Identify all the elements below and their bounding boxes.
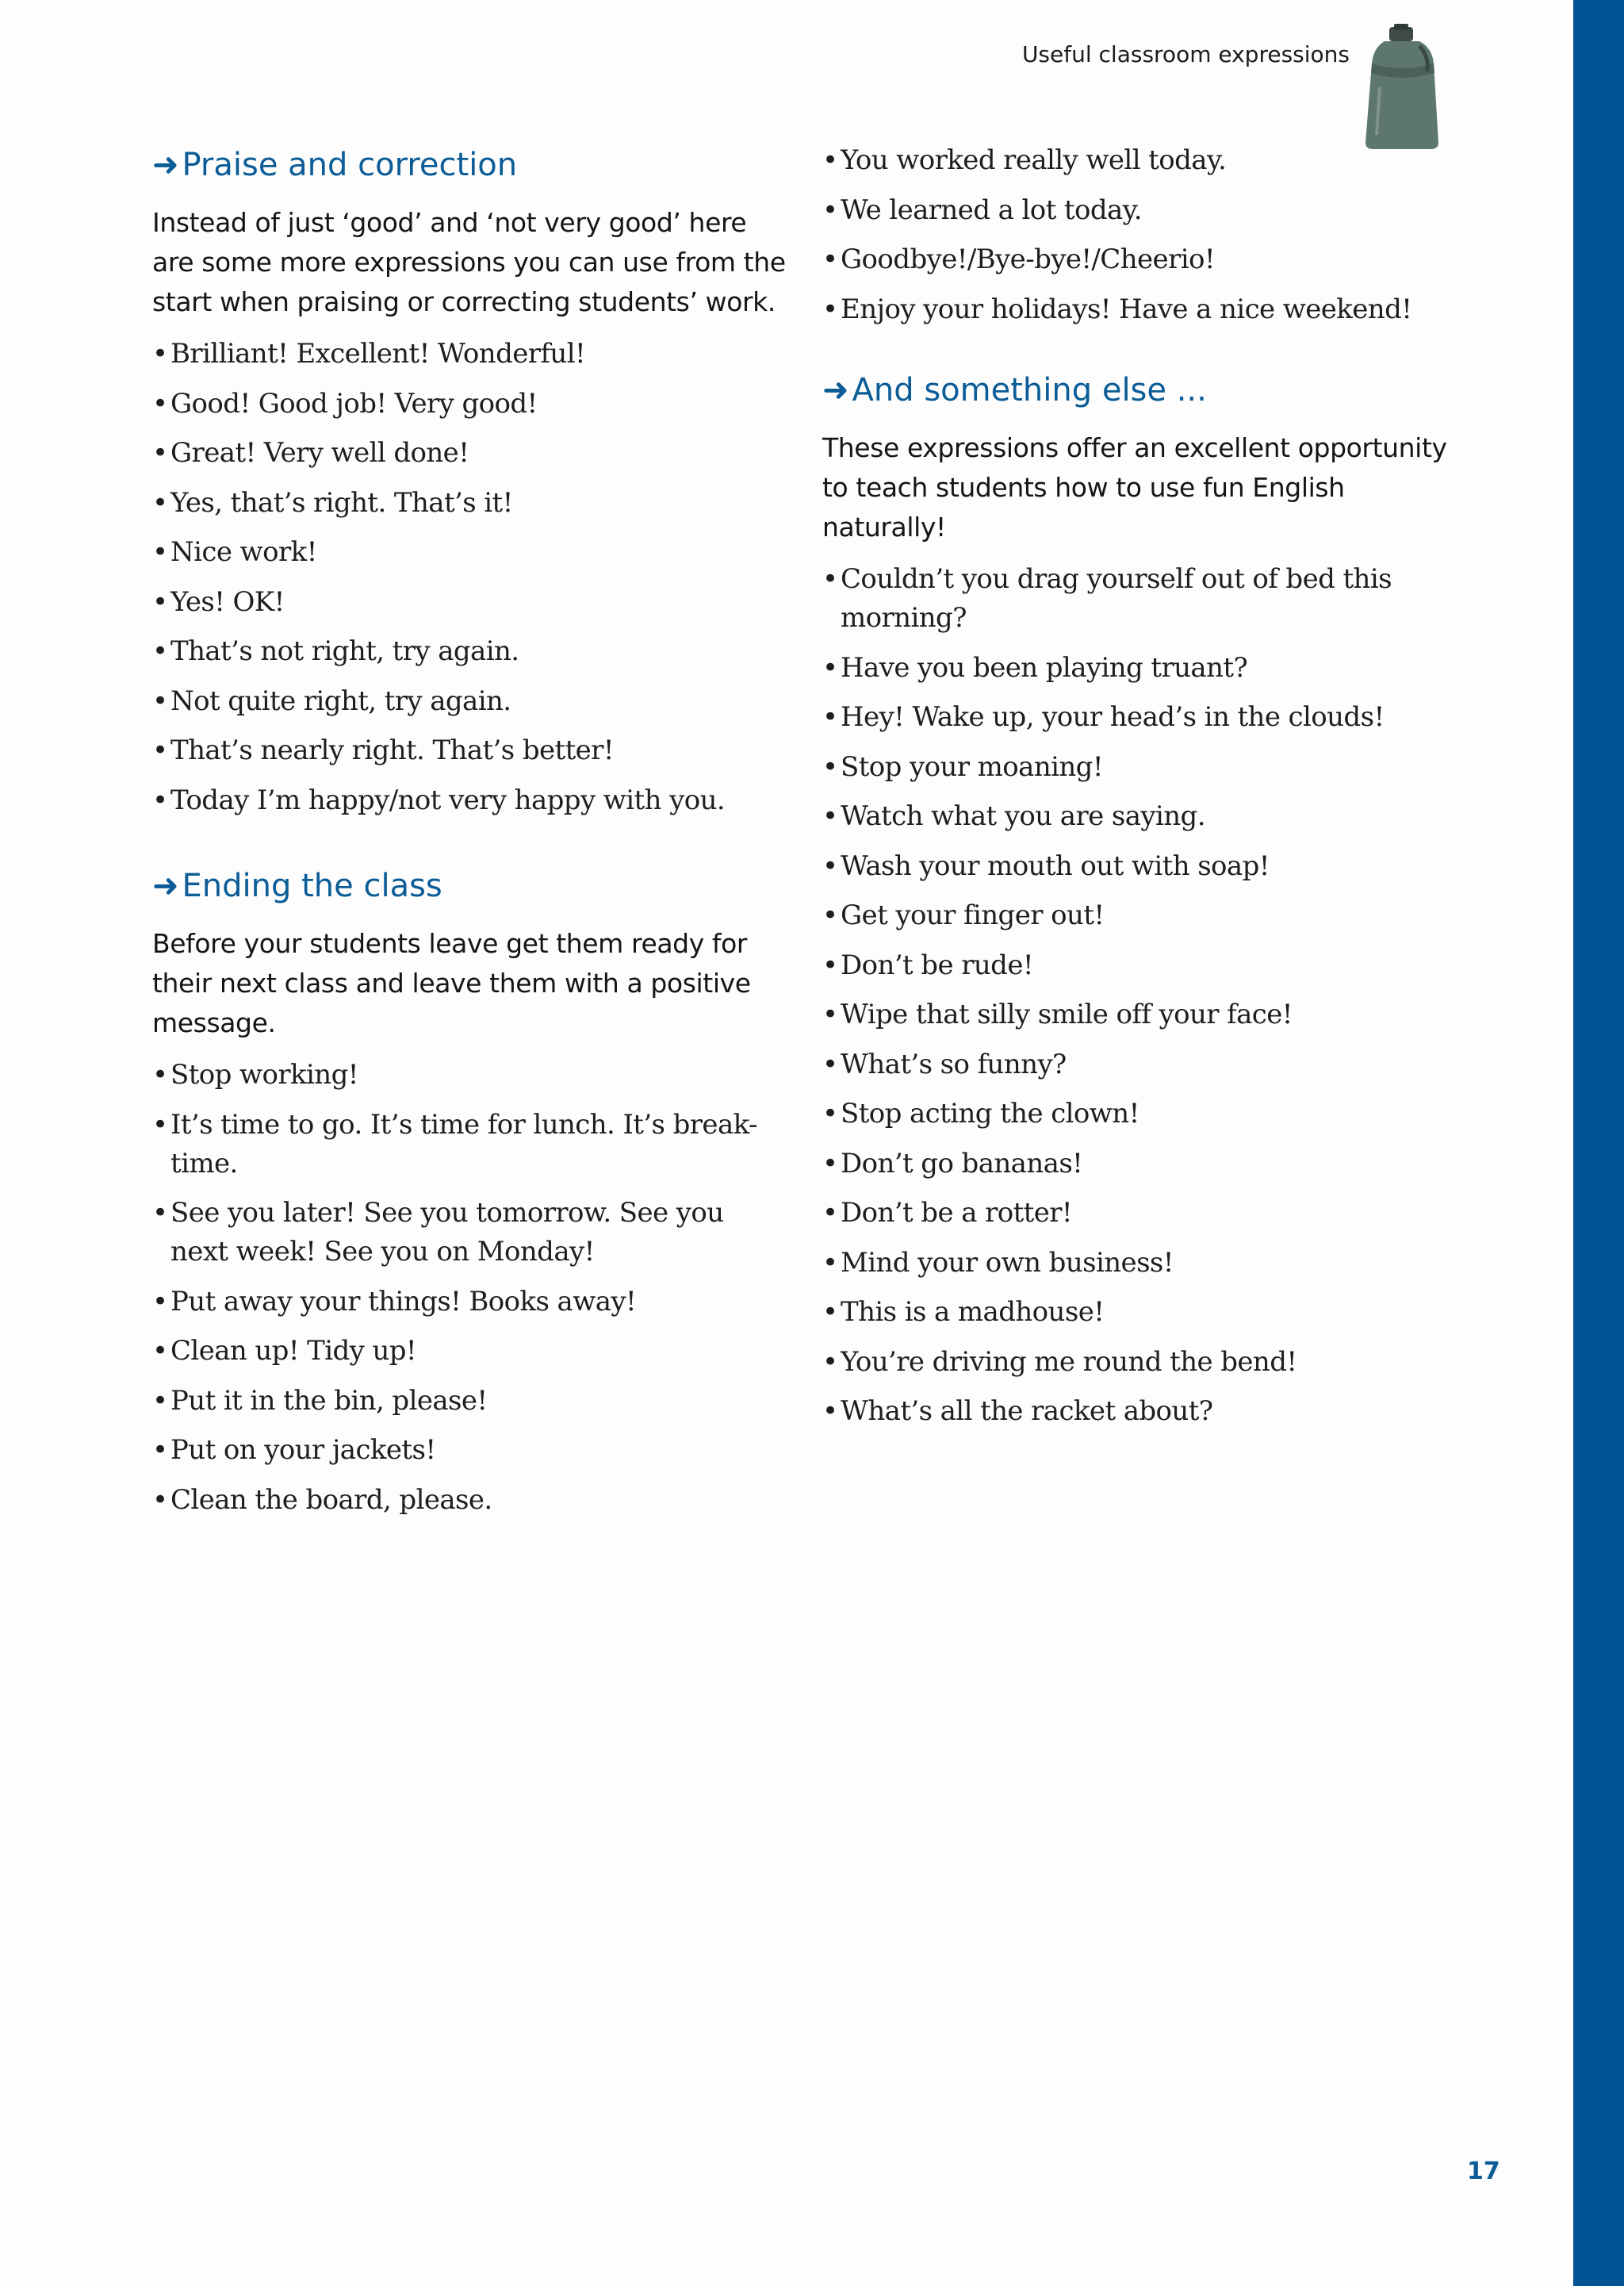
- section-title: And something else ...: [852, 372, 1207, 408]
- list-item: • Great! Very well done!: [152, 434, 787, 473]
- list-item: • That’s not right, try again.: [152, 632, 787, 671]
- section-title: Praise and correction: [182, 147, 518, 183]
- page-number: 17: [1467, 2158, 1500, 2185]
- list-item: • That’s nearly right. That’s better!: [152, 731, 787, 770]
- list-item: • Watch what you are saying.: [822, 797, 1457, 836]
- section-intro-ending: Before your students leave get them ready for their next class and leave them with a positive message.: [152, 928, 751, 1038]
- list-item: • We learned a lot today.: [822, 191, 1457, 230]
- list-item: • Goodbye!/Bye-bye!/Cheerio!: [822, 240, 1457, 279]
- ending-list: [152, 1056, 787, 1520]
- list-item: • Clean up! Tidy up!: [152, 1332, 787, 1371]
- arrow-right-icon: ➜: [152, 868, 179, 904]
- list-item: • Mind your own business!: [822, 1244, 1457, 1283]
- list-item: • Don’t be rude!: [822, 946, 1457, 985]
- section-intro-something-else: These expressions offer an excellent opportunity to teach students how to use fun English naturally!: [822, 432, 1447, 543]
- water-bottle-icon: [1358, 24, 1446, 151]
- arrow-right-icon: ➜: [152, 147, 179, 183]
- arrow-right-icon: ➜: [822, 372, 849, 408]
- list-item: • Yes, that’s right. That’s it!: [152, 484, 787, 523]
- list-item: • What’s all the racket about?: [822, 1392, 1457, 1431]
- list-item: • You’re driving me round the bend!: [822, 1343, 1457, 1382]
- list-item: • Wash your mouth out with soap!: [822, 847, 1457, 886]
- list-item: • Stop working!: [152, 1056, 787, 1095]
- list-item: • You worked really well today.: [822, 141, 1457, 180]
- list-item: • Good! Good job! Very good!: [152, 385, 787, 424]
- section-title: Ending the class: [182, 868, 442, 904]
- list-item: • Not quite right, try again.: [152, 682, 787, 721]
- list-item: • Couldn’t you drag yourself out of bed this morning?: [822, 560, 1457, 638]
- ending-list-continued: [822, 141, 1457, 329]
- list-item: • Don’t be a rotter!: [822, 1194, 1457, 1233]
- list-item: • This is a madhouse!: [822, 1293, 1457, 1332]
- list-item: • Clean the board, please.: [152, 1481, 787, 1520]
- side-color-band: [1573, 0, 1624, 2286]
- praise-list: [152, 335, 787, 820]
- list-item: • Today I’m happy/not very happy with you.: [152, 781, 787, 820]
- list-item: • Enjoy your holidays! Have a nice weekend!: [822, 290, 1457, 329]
- list-item: • Put on your jackets!: [152, 1431, 787, 1470]
- list-item: • Put away your things! Books away!: [152, 1283, 787, 1321]
- right-column: [822, 141, 1457, 1442]
- list-item: • Brilliant! Excellent! Wonderful!: [152, 335, 787, 374]
- something-else-list: [822, 560, 1457, 1431]
- section-heading-praise: [152, 143, 787, 187]
- list-item: • Stop acting the clown!: [822, 1095, 1457, 1133]
- list-item: • Nice work!: [152, 533, 787, 572]
- list-item: • See you later! See you tomorrow. See you next week! See you on Monday!: [152, 1194, 787, 1271]
- list-item: • Yes! OK!: [152, 583, 787, 622]
- list-item: • Don’t go bananas!: [822, 1145, 1457, 1183]
- list-item: • What’s so funny?: [822, 1045, 1457, 1084]
- list-item: • It’s time to go. It’s time for lunch. It’s break-time.: [152, 1106, 787, 1183]
- list-item: • Have you been playing truant?: [822, 649, 1457, 688]
- list-item: • Get your finger out!: [822, 896, 1457, 935]
- left-column: [152, 143, 787, 1530]
- section-heading-something-else: [822, 368, 1457, 412]
- list-item: • Wipe that silly smile off your face!: [822, 995, 1457, 1034]
- list-item: • Hey! Wake up, your head’s in the clouds!: [822, 698, 1457, 737]
- list-item: • Put it in the bin, please!: [152, 1382, 787, 1421]
- running-header: Useful classroom expressions: [1021, 41, 1350, 67]
- list-item: • Stop your moaning!: [822, 748, 1457, 787]
- section-intro-praise: Instead of just ‘good’ and ‘not very good’ here are some more expressions you can use from the start when praising or correcting students’ work.: [152, 207, 786, 317]
- section-heading-ending: [152, 864, 787, 908]
